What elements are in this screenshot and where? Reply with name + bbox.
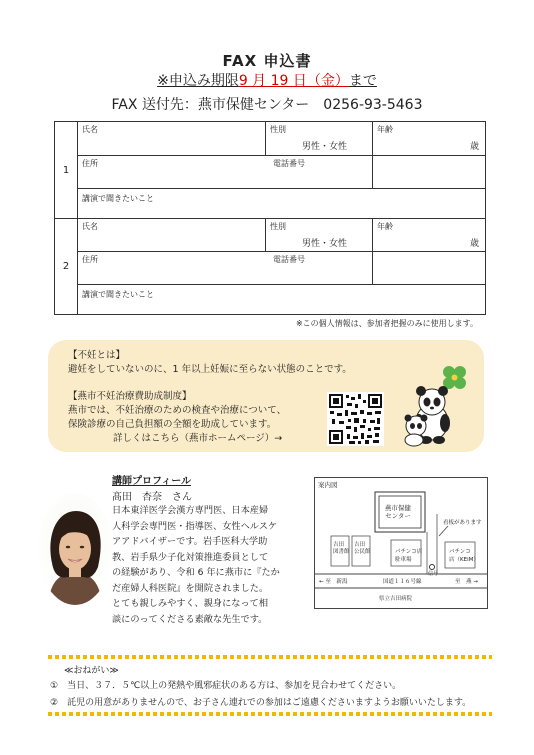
age-cell[interactable] — [373, 219, 486, 252]
map-library: 吉田 図書館 — [333, 542, 350, 555]
profile-line: の経験があり、令和 6 年に燕市に『たか — [112, 567, 280, 578]
map-title: 案内図 — [318, 481, 338, 489]
age-unit: 歳 — [469, 239, 479, 249]
age-unit: 歳 — [469, 142, 479, 152]
map-road-name: 国道１１６号線 — [383, 579, 422, 585]
profile-line: アアドバイザーです。岩手医科大学助 — [112, 536, 268, 547]
profile-line: 談にのってくださる素敵な先生です。 — [112, 613, 268, 625]
application-table — [54, 121, 486, 315]
age-label: 年齢 — [377, 125, 393, 134]
lecturer-photo — [38, 493, 112, 605]
map-pachinko-parking: パチンコ店 駐車場 — [395, 549, 423, 563]
homepage-link[interactable]: 詳しくはこちら（燕市ホームページ）→ — [113, 433, 283, 444]
subsidy-text-2: 保険診療の自己負担額の全額を助成しています。 — [68, 419, 277, 430]
profile-line: とても親しみやすく、親身になって相 — [112, 598, 269, 609]
profile-body — [112, 503, 306, 627]
name-label: 氏名 — [82, 222, 98, 231]
gender-cell[interactable] — [266, 219, 373, 252]
gender-options: 男性・女性 — [302, 142, 348, 152]
map-community-hall: 吉田 公民館 — [354, 542, 371, 555]
entry-number: 1 — [55, 122, 78, 219]
gender-label: 性別 — [270, 222, 286, 231]
profile-line: だ産婦人科医院』を開院されました。 — [112, 582, 269, 594]
subsidy-text-1: 燕市では、不妊治療のための検査や治療について、 — [68, 405, 287, 416]
note-2: ② 託児の用意がありませんので、お子さん連れでの参加はご遠慮くださいますようお願いいたします。 — [50, 698, 472, 708]
guide-map — [314, 477, 488, 609]
deadline — [0, 70, 534, 90]
divider-top — [48, 655, 492, 659]
deadline-prefix: ※申込み期限 — [157, 73, 239, 89]
profile-line: 日本東洋医学会漢方専門医、日本産婦 — [112, 505, 269, 516]
question-label: 講演で聞きたいこと — [82, 194, 154, 203]
map-sign-note: 看板があります — [443, 520, 482, 526]
age-cell[interactable] — [373, 122, 486, 156]
address-label: 住所 — [82, 255, 98, 264]
question-label: 講演で聞きたいこと — [82, 290, 154, 299]
note-1: ① 当日、３７．５℃以上の発熱や風邪症状のある方は、参加を見合わせてください。 — [50, 681, 402, 691]
map-road-left: ← 至 新潟 — [319, 579, 348, 585]
divider-bottom — [48, 712, 492, 716]
name-cell[interactable] — [78, 219, 266, 252]
name-label: 氏名 — [82, 125, 98, 134]
infertility-heading: 【不妊とは】 — [68, 350, 126, 361]
map-hospital: 県立吉田病院 — [379, 596, 413, 602]
form-title: FAX 申込書 — [222, 52, 312, 70]
phone-label: 電話番号 — [273, 159, 305, 168]
phone-cell[interactable] — [273, 156, 486, 189]
qr-code[interactable] — [327, 392, 384, 446]
profile-line: 人科学会専門医・指導医、女性ヘルスケ — [112, 520, 278, 532]
question-cell[interactable] — [78, 285, 486, 315]
fax-destination: FAX 送付先：燕市保健センター 0256-93-5463 — [111, 97, 423, 113]
map-health-center: 燕市保健 センター — [385, 504, 411, 520]
profile-title: 講師プロフィール — [112, 476, 191, 487]
subsidy-heading: 【燕市不妊治療費助成制度】 — [68, 391, 192, 402]
map-signal: 信号 — [428, 571, 439, 577]
map-pachinko: パチンコ 店（KEiM） — [449, 549, 479, 563]
privacy-note: ※この個人情報は、参加者把握のみに使用します。 — [295, 319, 478, 328]
lecturer-name: 髙田 杏奈 さん — [112, 492, 192, 503]
entry-number: 2 — [55, 219, 78, 315]
phone-label: 電話番号 — [273, 255, 305, 264]
name-cell[interactable] — [78, 122, 266, 156]
deadline-suffix: まで — [348, 73, 377, 89]
map-road-right: 至 燕 → — [455, 579, 478, 585]
deadline-date: 9 月 19 日（金） — [238, 73, 349, 89]
question-cell[interactable] — [78, 189, 486, 219]
panda-illustration — [394, 360, 474, 448]
phone-cell[interactable] — [273, 252, 486, 285]
gender-label: 性別 — [270, 125, 286, 134]
address-label: 住所 — [82, 159, 98, 168]
infertility-text: 避妊をしていないのに、1 年以上妊娠に至らない状態のことです。 — [68, 364, 352, 375]
notes-title: ≪おねがい≫ — [64, 666, 119, 676]
profile-line: 教、岩手県少子化対策推進委員として — [112, 551, 269, 563]
gender-options: 男性・女性 — [302, 239, 348, 249]
age-label: 年齢 — [377, 222, 393, 231]
gender-cell[interactable] — [266, 122, 373, 156]
